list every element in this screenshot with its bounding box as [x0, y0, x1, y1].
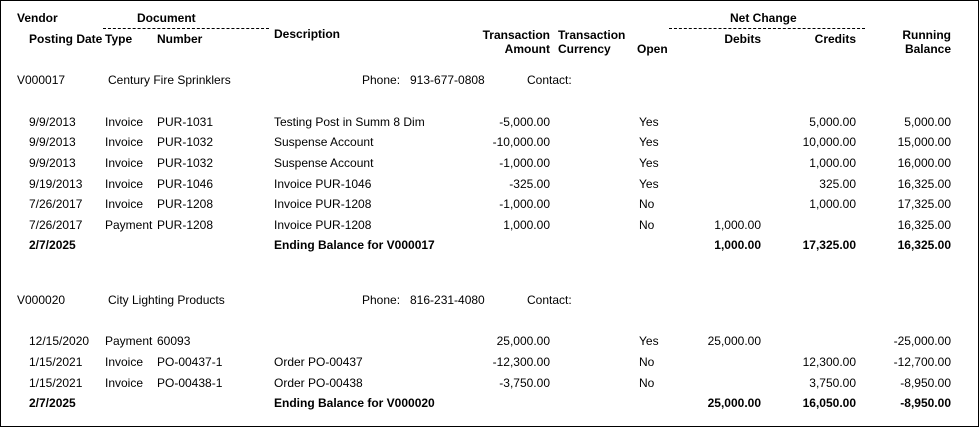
row-balance: 17,325.00	[897, 197, 951, 211]
row-credits: 1,000.00	[809, 197, 856, 211]
row-description: Invoice PUR-1208	[274, 218, 372, 232]
row-amount: 1,000.00	[503, 218, 550, 232]
row-credits: 12,300.00	[802, 355, 856, 369]
row-credits: 10,000.00	[802, 135, 856, 149]
row-number: PUR-1208	[157, 197, 214, 211]
ending-date: 2/7/2025	[29, 396, 76, 410]
row-description: Order PO-00438	[274, 376, 363, 390]
row-type: Invoice	[105, 156, 144, 170]
vendor-id: V000017	[17, 73, 66, 87]
row-description: Suspense Account	[274, 135, 374, 149]
row-description: Suspense Account	[274, 156, 374, 170]
row-open: No	[639, 355, 655, 369]
row-number: PO-00437-1	[157, 355, 223, 369]
row-balance: 16,325.00	[897, 218, 951, 232]
posting-date-header: Posting Date	[29, 32, 103, 46]
ending-balance: -8,950.00	[900, 396, 951, 410]
row-amount: -5,000.00	[499, 115, 550, 129]
row-amount: -3,750.00	[499, 376, 550, 390]
row-number: PO-00438-1	[157, 376, 223, 390]
description-header: Description	[274, 27, 341, 41]
row-type: Invoice	[105, 135, 144, 149]
row-type: Invoice	[105, 177, 144, 191]
ending-debits: 1,000.00	[714, 238, 761, 252]
row-balance: 16,000.00	[897, 156, 951, 170]
row-open: Yes	[639, 334, 659, 348]
row-open: No	[639, 197, 655, 211]
row-open: Yes	[639, 115, 659, 129]
row-open: No	[639, 218, 655, 232]
row-debits: 25,000.00	[707, 334, 761, 348]
row-open: No	[639, 376, 655, 390]
net-change-header: Net Change	[730, 11, 797, 25]
row-open: Yes	[639, 177, 659, 191]
net-change-header-rule	[669, 28, 865, 29]
transaction-currency-header-1: Transaction	[558, 28, 626, 42]
contact-label: Contact:	[527, 293, 572, 307]
vendor-id: V000020	[17, 293, 66, 307]
row-type: Invoice	[105, 197, 144, 211]
ending-balance-label: Ending Balance for V000020	[274, 396, 435, 410]
row-type: Invoice	[105, 115, 144, 129]
row-credits: 325.00	[819, 177, 856, 191]
row-amount: -10,000.00	[492, 135, 550, 149]
vendor-header: Vendor	[17, 11, 58, 25]
row-balance: -25,000.00	[893, 334, 951, 348]
row-balance: 15,000.00	[897, 135, 951, 149]
open-header: Open	[637, 42, 668, 56]
row-credits: 5,000.00	[809, 115, 856, 129]
document-header: Document	[137, 11, 196, 25]
row-balance: -8,950.00	[900, 376, 951, 390]
row-date: 1/15/2021	[29, 376, 83, 390]
row-amount: -325.00	[509, 177, 550, 191]
document-header-rule	[103, 28, 269, 29]
ending-balance-label: Ending Balance for V000017	[274, 238, 435, 252]
row-date: 1/15/2021	[29, 355, 83, 369]
row-description: Testing Post in Summ 8 Dim	[274, 115, 425, 129]
type-header: Type	[105, 32, 133, 46]
running-balance-header-1: Running	[902, 28, 951, 42]
row-number: PUR-1208	[157, 218, 214, 232]
row-balance: -12,700.00	[893, 355, 951, 369]
vendor-name: City Lighting Products	[108, 293, 225, 307]
phone-value: 913-677-0808	[410, 73, 485, 87]
row-number: PUR-1031	[157, 115, 214, 129]
row-number: PUR-1032	[157, 156, 214, 170]
ending-date: 2/7/2025	[29, 238, 76, 252]
row-credits: 1,000.00	[809, 156, 856, 170]
row-date: 9/9/2013	[29, 115, 76, 129]
ending-balance: 16,325.00	[897, 238, 951, 252]
row-amount: -1,000.00	[499, 156, 550, 170]
row-debits: 1,000.00	[714, 218, 761, 232]
transaction-amount-header-1: Transaction	[482, 28, 550, 42]
row-open: Yes	[639, 135, 659, 149]
transaction-currency-header-2: Currency	[558, 42, 611, 56]
row-number: PUR-1046	[157, 177, 214, 191]
row-open: Yes	[639, 156, 659, 170]
row-amount: -1,000.00	[499, 197, 550, 211]
credits-header: Credits	[814, 32, 856, 46]
row-amount: -12,300.00	[492, 355, 550, 369]
row-date: 9/9/2013	[29, 156, 76, 170]
running-balance-header-2: Balance	[904, 42, 951, 56]
row-date: 12/15/2020	[29, 334, 90, 348]
row-description: Invoice PUR-1046	[274, 177, 372, 191]
ending-debits: 25,000.00	[707, 396, 761, 410]
row-balance: 16,325.00	[897, 177, 951, 191]
row-number: 60093	[157, 334, 191, 348]
phone-label: Phone:	[362, 293, 401, 307]
transaction-amount-header-2: Amount	[504, 42, 550, 56]
row-date: 9/19/2013	[29, 177, 83, 191]
row-description: Order PO-00437	[274, 355, 363, 369]
ending-credits: 17,325.00	[802, 238, 856, 252]
row-description: Invoice PUR-1208	[274, 197, 372, 211]
row-type: Payment	[105, 334, 153, 348]
row-credits: 3,750.00	[809, 376, 856, 390]
row-type: Payment	[105, 218, 153, 232]
row-number: PUR-1032	[157, 135, 214, 149]
row-amount: 25,000.00	[496, 334, 550, 348]
contact-label: Contact:	[527, 73, 572, 87]
row-date: 7/26/2017	[29, 197, 83, 211]
debits-header: Debits	[724, 32, 761, 46]
row-balance: 5,000.00	[904, 115, 951, 129]
number-header: Number	[157, 32, 203, 46]
row-date: 7/26/2017	[29, 218, 83, 232]
vendor-name: Century Fire Sprinklers	[108, 73, 231, 87]
phone-value: 816-231-4080	[410, 293, 485, 307]
row-type: Invoice	[105, 355, 144, 369]
phone-label: Phone:	[362, 73, 401, 87]
row-type: Invoice	[105, 376, 144, 390]
ending-credits: 16,050.00	[802, 396, 856, 410]
row-date: 9/9/2013	[29, 135, 76, 149]
